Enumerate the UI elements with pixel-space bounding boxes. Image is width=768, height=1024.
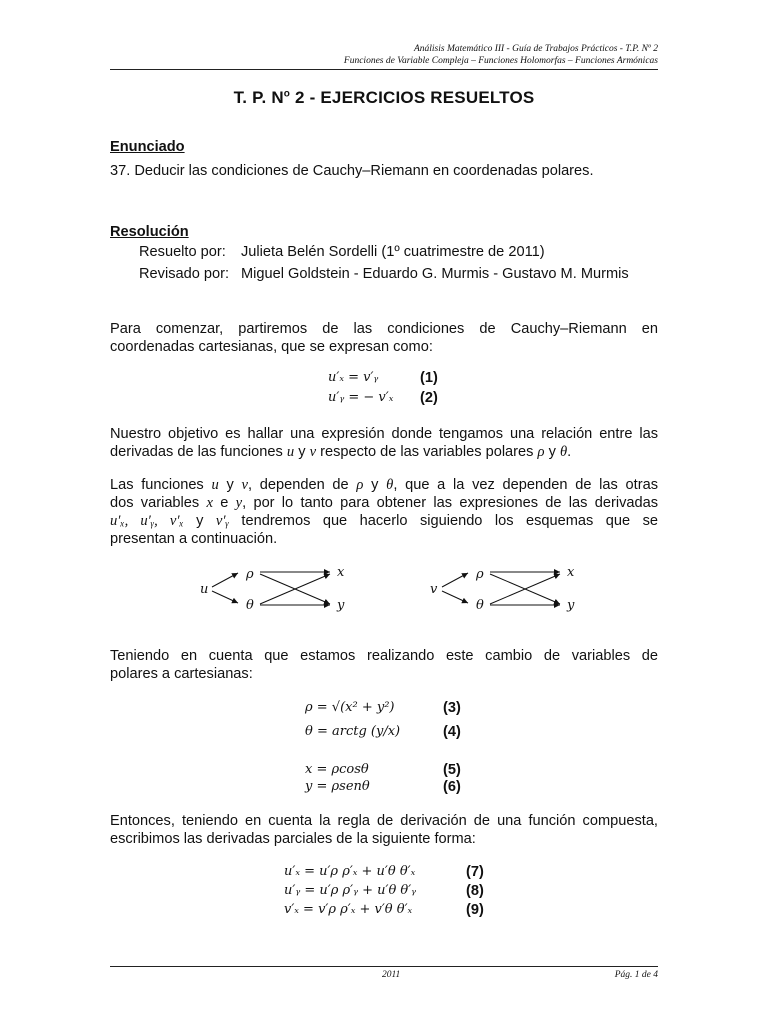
equation-6: y = ρsenθ	[305, 779, 370, 794]
dependency-diagram	[190, 560, 590, 620]
resuelto-label: Resuelto por:	[139, 244, 226, 260]
equation-3-number: (3)	[443, 700, 461, 716]
equation-1: u′ₓ = v′ᵧ	[328, 370, 379, 385]
equation-5: x = ρcosθ	[305, 762, 369, 777]
objective-line1: Nuestro objetivo es hallar una expresión donde tengamos una relación entre las	[110, 426, 658, 442]
footer-year: 2011	[382, 970, 401, 980]
diagram-right-x: x	[567, 565, 575, 580]
intro-line2: coordenadas cartesianas, que se expresan como:	[110, 339, 433, 355]
arrow-u-theta	[212, 591, 238, 603]
equation-6-number: (6)	[443, 779, 461, 795]
change-line1: Teniendo en cuenta que estamos realizando este cambio de variables de	[110, 648, 658, 664]
diagram-right-rho: ρ	[476, 567, 484, 582]
revisado-label: Revisado por:	[139, 266, 230, 282]
intro-line1: Para comenzar, partiremos de las condiciones de Cauchy–Riemann en	[110, 321, 658, 337]
diagram-left-theta: θ	[246, 598, 254, 613]
equation-7: u′ₓ = u′ρ ρ′ₓ + u′θ θ′ₓ	[284, 864, 416, 879]
arrow-v-rho	[442, 573, 468, 587]
equation-8: u′ᵧ = u′ρ ρ′ᵧ + u′θ θ′ᵧ	[284, 883, 417, 898]
footer-rule	[110, 966, 658, 967]
arrow-u-rho	[212, 573, 238, 587]
revisado-value: Miguel Goldstein - Eduardo G. Murmis - Gustavo M. Murmis	[241, 266, 629, 282]
resolucion-heading: Resolución	[110, 224, 189, 240]
footer-page-number: Pág. 1 de 4	[614, 970, 658, 980]
header-rule	[110, 69, 658, 70]
equation-3: ρ = √(x² + y²)	[305, 700, 395, 715]
functions-line1: Las funciones u y v, dependen de ρ y θ, que a la vez dependen de las otras	[110, 477, 658, 493]
chain-line1: Entonces, teniendo en cuenta la regla de derivación de una función compuesta,	[110, 813, 658, 829]
diagram-left-x: x	[337, 565, 345, 580]
equation-9-number: (9)	[466, 902, 484, 918]
diagram-right	[430, 565, 575, 613]
equation-4-number: (4)	[443, 724, 461, 740]
resuelto-value: Julieta Belén Sordelli (1º cuatrimestre de 2011)	[241, 244, 545, 260]
functions-line4: presentan a continuación.	[110, 531, 278, 547]
diagram-right-root: v	[430, 582, 438, 597]
diagram-right-y: y	[567, 598, 575, 613]
objective-line2: derivadas de las funciones u y v respecto de las variables polares ρ y θ.	[110, 444, 572, 460]
page-title: T. P. $N^o$ 2 - EJERCICIOS RESUELTOS	[233, 88, 535, 107]
arrow-v-theta	[442, 591, 468, 603]
change-line2: polares a cartesianas:	[110, 666, 253, 682]
running-header-line1: Análisis Matemático III - Guía de Trabajos Prácticos - T.P. Nº 2	[413, 44, 658, 54]
functions-line2: dos variables x e y, por lo tanto para obtener las expresiones de las derivadas	[110, 495, 659, 511]
equation-4: θ = arctg (y/x)	[305, 724, 401, 739]
chain-line2: escribimos las derivadas parciales de la siguiente forma:	[110, 831, 476, 847]
equation-2: u′ᵧ = − v′ₓ	[328, 390, 394, 405]
equation-8-number: (8)	[466, 883, 484, 899]
functions-line3: u′ₓ, u′ᵧ, v′ₓ y v′ᵧ tendremos que hacerlo siguiendo los esquemas que se	[110, 513, 658, 529]
equation-9: v′ₓ = v′ρ ρ′ₓ + v′θ θ′ₓ	[284, 902, 413, 917]
diagram-left-rho: ρ	[246, 567, 254, 582]
diagram-left	[200, 565, 345, 613]
diagram-left-y: y	[337, 598, 345, 613]
enunciado-text: 37. Deducir las condiciones de Cauchy–Riemann en coordenadas polares.	[110, 163, 594, 179]
running-header-line2: Funciones de Variable Compleja – Funciones Holomorfas – Funciones Armónicas	[343, 56, 658, 66]
equation-7-number: (7)	[466, 864, 484, 880]
enunciado-heading: Enunciado	[110, 139, 185, 155]
equation-5-number: (5)	[443, 762, 461, 778]
equation-2-number: (2)	[420, 390, 438, 406]
equation-1-number: (1)	[420, 370, 438, 386]
diagram-left-root: u	[200, 582, 209, 597]
diagram-right-theta: θ	[476, 598, 484, 613]
